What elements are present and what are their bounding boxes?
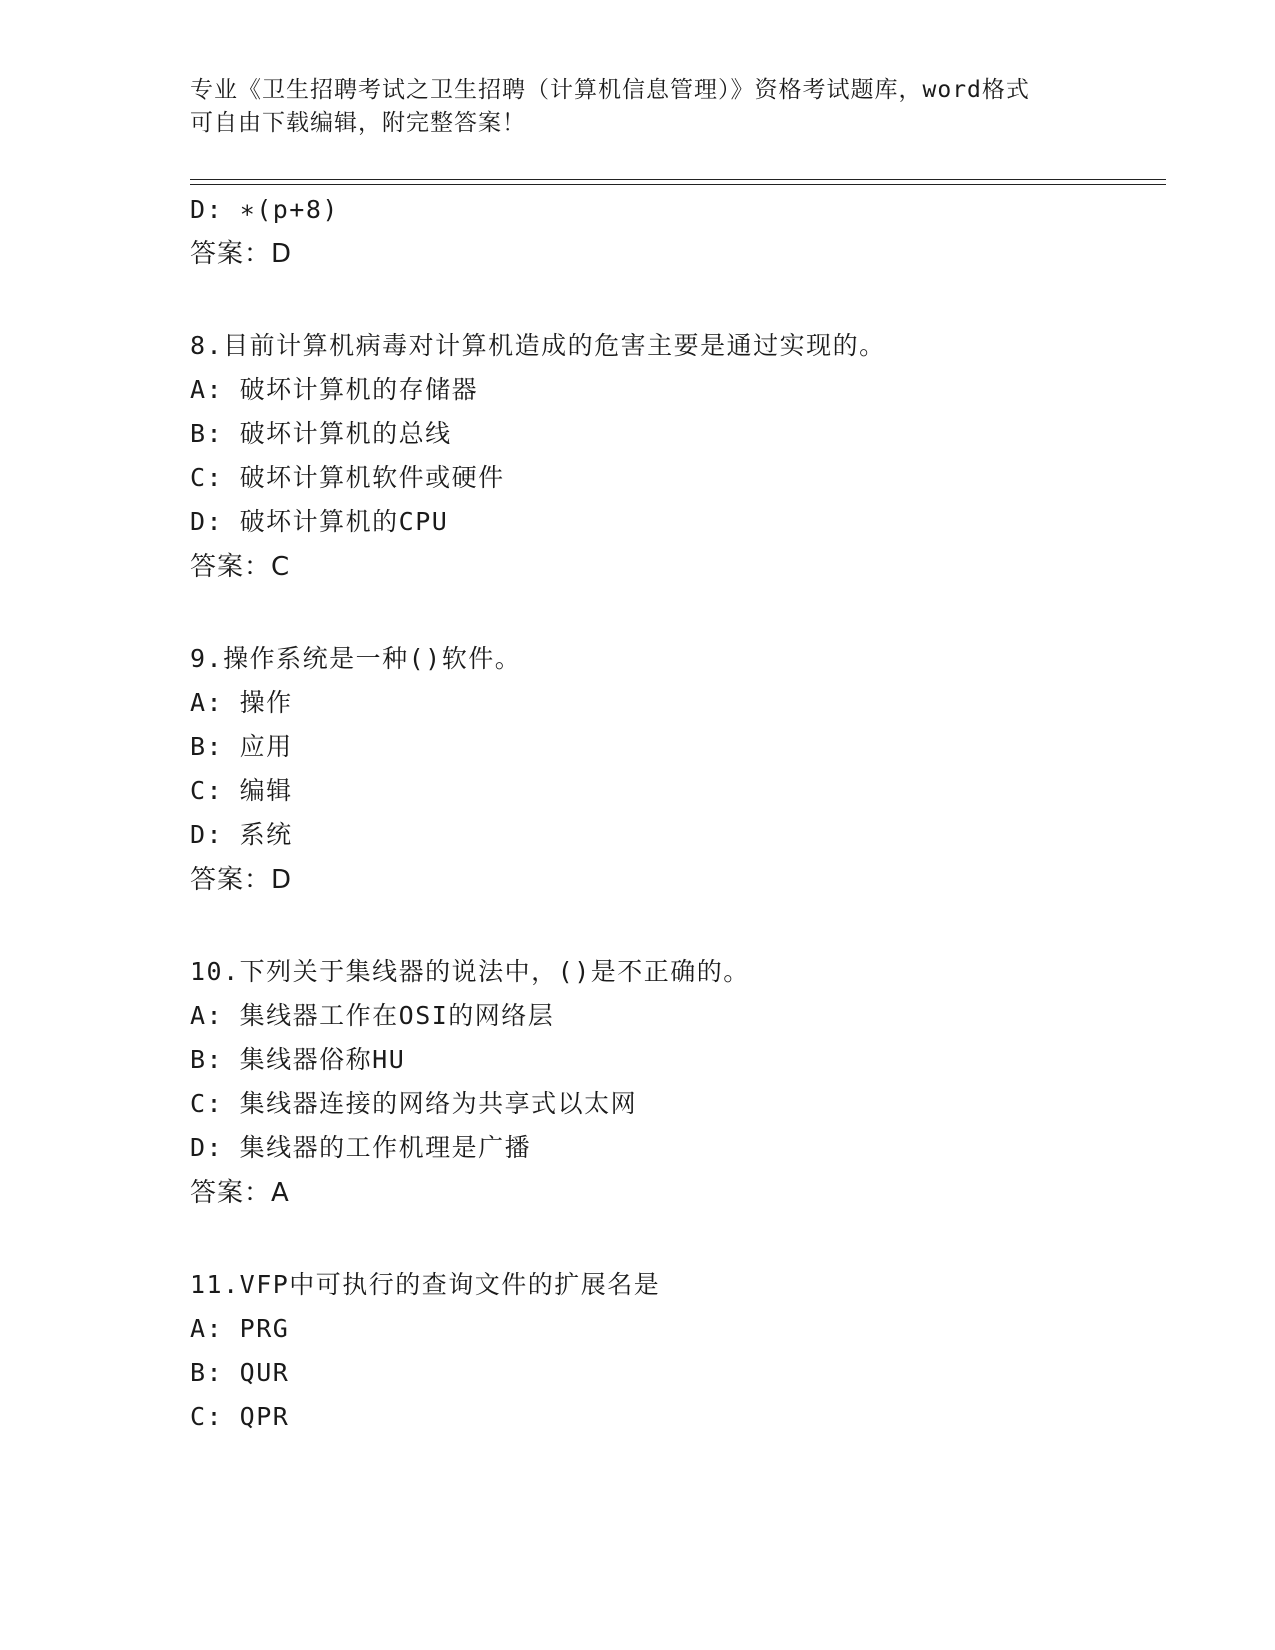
- q8-answer: 答案：C: [190, 552, 291, 582]
- q8-option-d: D: 破坏计算机的CPU: [190, 507, 449, 536]
- q11-stem: 11.VFP中可执行的查询文件的扩展名是: [190, 1270, 661, 1299]
- q10-option-d: D: 集线器的工作机理是广播: [190, 1133, 532, 1162]
- q9-option-c: C: 编辑: [190, 776, 293, 805]
- q8-option-b: B: 破坏计算机的总线: [190, 419, 452, 448]
- q11-option-a: A: PRG: [190, 1314, 290, 1343]
- q10-answer: 答案：A: [190, 1178, 290, 1208]
- header-line-1: 专业《卫生招聘考试之卫生招聘（计算机信息管理）》资格考试题库，word格式: [190, 77, 1030, 103]
- q11-option-b: B: QUR: [190, 1358, 290, 1387]
- q9-option-b: B: 应用: [190, 732, 293, 761]
- header-divider-bottom: [190, 184, 1166, 185]
- q8-option-c: C: 破坏计算机软件或硬件: [190, 463, 505, 492]
- q10-option-c: C: 集线器连接的网络为共享式以太网: [190, 1089, 638, 1118]
- prev-option-d: D: ∗(p+8): [190, 195, 339, 224]
- q9-stem: 9.操作系统是一种()软件。: [190, 644, 522, 673]
- q9-answer: 答案：D: [190, 865, 293, 895]
- q10-stem: 10.下列关于集线器的说法中，()是不正确的。: [190, 957, 750, 986]
- q11-option-c: C: QPR: [190, 1402, 290, 1431]
- q8-option-a: A: 破坏计算机的存储器: [190, 375, 479, 404]
- header-line-2: 可自由下载编辑，附完整答案！: [190, 110, 526, 136]
- header-divider-top: [190, 179, 1166, 180]
- q9-option-a: A: 操作: [190, 688, 293, 717]
- q9-option-d: D: 系统: [190, 820, 293, 849]
- q8-stem: 8.目前计算机病毒对计算机造成的危害主要是通过实现的。: [190, 331, 886, 360]
- q10-option-b: B: 集线器俗称HU: [190, 1045, 406, 1074]
- q10-option-a: A: 集线器工作在OSI的网络层: [190, 1001, 555, 1030]
- document-header: [190, 74, 1090, 140]
- prev-answer: 答案：D: [190, 239, 293, 269]
